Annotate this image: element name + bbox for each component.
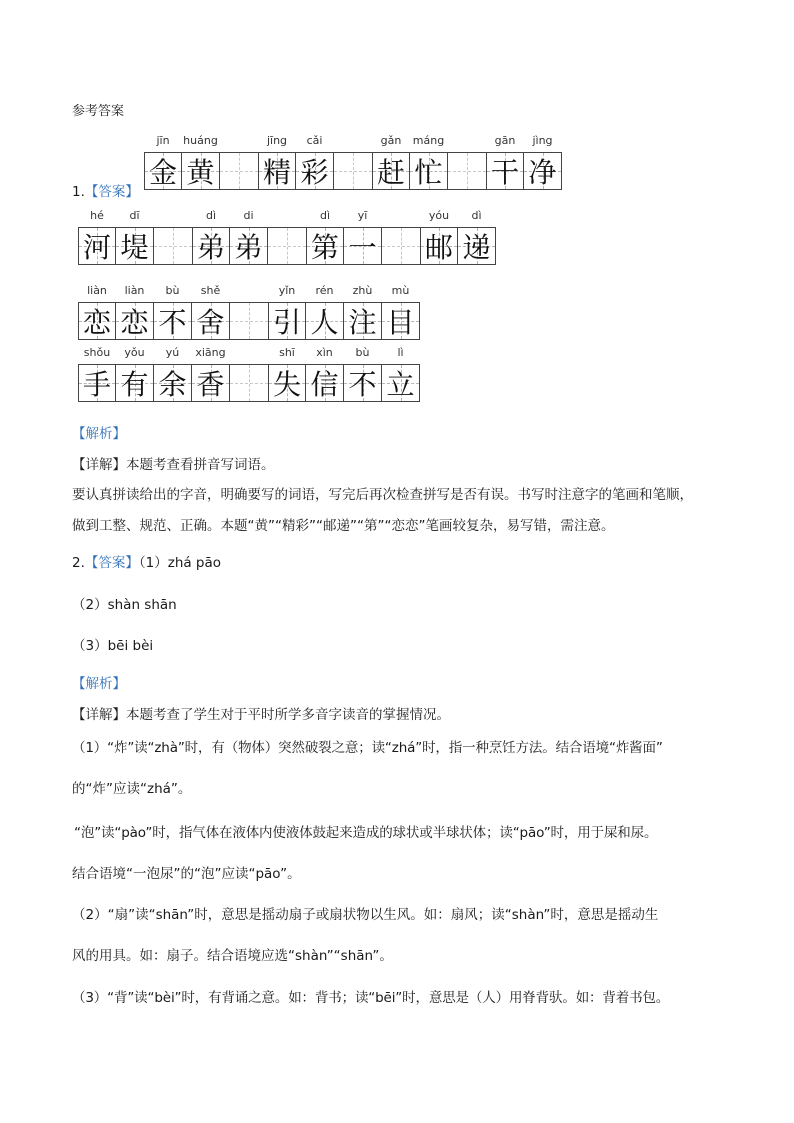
hanzi-character: 目	[386, 306, 415, 339]
pinyin-label: gǎn	[380, 134, 402, 147]
pinyin-label: bù	[165, 284, 180, 297]
hanzi-character: 人	[310, 306, 339, 339]
grid-cell	[78, 284, 116, 340]
grid-cell	[458, 209, 496, 265]
hanzi-character: 忙	[414, 156, 443, 189]
q2-answer-1: （1）zhá pāo	[138, 555, 222, 571]
hanzi-character: 干	[490, 156, 519, 189]
pinyin-label: yǒu	[124, 346, 145, 359]
grid-cell	[420, 209, 458, 265]
grid-cell	[154, 284, 192, 340]
q2-explanation-line-3: “泡”读“pào”时，指气体在液体内使液体鼓起来造成的球状或半球状体；读“pāo”时，用于屎和尿。	[74, 825, 658, 841]
hanzi-character: 黄	[186, 156, 215, 189]
grid-cell	[230, 209, 268, 265]
pinyin-label: jìng	[532, 134, 553, 147]
pinyin-label: dī	[129, 209, 140, 222]
grid-gap-cell	[220, 152, 258, 190]
grid-cell	[192, 284, 230, 340]
hanzi-character: 引	[272, 306, 301, 339]
q1-label	[72, 180, 139, 200]
hanzi-character: 精	[262, 156, 291, 189]
pinyin-label: yǐn	[278, 284, 296, 297]
pinyin-label: lì	[397, 346, 404, 359]
pinyin-grid-row-4	[78, 346, 420, 402]
q1-answer-tag: 【答案】	[84, 184, 139, 200]
word-group	[306, 209, 382, 265]
grid-cell	[268, 284, 306, 340]
pinyin-label: gān	[494, 134, 516, 147]
pinyin-grid-row-3	[78, 284, 420, 340]
q2-answer-3: （3）bēi bèi	[72, 638, 154, 654]
pinyin-label: mù	[391, 284, 410, 297]
grid-cell	[268, 346, 306, 402]
word-group	[258, 134, 334, 190]
hanzi-character: 递	[462, 231, 491, 264]
word-group	[372, 134, 448, 190]
word-group	[268, 284, 420, 340]
word-group	[486, 134, 562, 190]
pinyin-label: zhù	[352, 284, 373, 297]
grid-gap-cell	[268, 227, 306, 265]
pinyin-label: liàn	[124, 284, 145, 297]
pinyin-grid-row-2	[78, 209, 496, 265]
grid-cell	[116, 209, 154, 265]
word-group	[78, 284, 230, 340]
grid-cell	[258, 134, 296, 190]
q1-number: 1.	[72, 184, 85, 200]
q1-detail	[72, 453, 275, 473]
pinyin-label: rén	[315, 284, 334, 297]
grid-gap-cell	[230, 302, 268, 340]
pinyin-label: xìn	[316, 346, 333, 359]
q2-analysis-tag: 【解析】	[72, 676, 126, 692]
pinyin-label: dì	[205, 209, 217, 222]
pinyin-label: jīng	[266, 134, 288, 147]
word-group	[78, 346, 230, 402]
grid-cell	[344, 284, 382, 340]
word-group	[420, 209, 496, 265]
grid-cell	[154, 346, 192, 402]
grid-cell	[192, 209, 230, 265]
grid-gap-cell	[230, 364, 268, 402]
hanzi-character: 邮	[424, 231, 453, 264]
q2-explanation-line-6: 风的用具。如：扇子。结合语境应选“shàn”“shān”。	[72, 948, 393, 964]
hanzi-character: 手	[82, 368, 111, 401]
word-group	[192, 209, 268, 265]
grid-cell	[116, 346, 154, 402]
q1-analysis-tag: 【解析】	[72, 426, 126, 442]
grid-cell	[306, 209, 344, 265]
hanzi-character: 余	[158, 368, 187, 401]
q2-explanation-line-2: 的“炸”应读“zhá”。	[72, 781, 192, 797]
grid-cell	[182, 134, 220, 190]
word-group	[268, 346, 420, 402]
pinyin-label: hé	[90, 209, 104, 222]
hanzi-character: 彩	[300, 156, 329, 189]
grid-cell	[306, 284, 344, 340]
word-group	[144, 134, 220, 190]
pinyin-label: cǎi	[306, 134, 323, 147]
q1-explanation-line-1: 要认真拼读给出的字音，明确要写的词语，写完后再次检查拼写是否有误。书写时注意字的笔画和笔顺，	[72, 487, 693, 503]
grid-gap-cell	[334, 152, 372, 190]
word-group	[78, 209, 154, 265]
pinyin-grid-row-1	[144, 134, 562, 190]
hanzi-character: 一	[348, 231, 377, 264]
pinyin-label: liàn	[87, 284, 107, 297]
grid-cell	[306, 346, 344, 402]
grid-cell	[382, 284, 420, 340]
hanzi-character: 信	[310, 368, 339, 401]
hanzi-character: 第	[310, 231, 339, 264]
hanzi-character: 净	[528, 156, 557, 189]
pinyin-label: huáng	[183, 134, 218, 147]
grid-cell	[296, 134, 334, 190]
q2-answer	[72, 551, 221, 571]
grid-cell	[410, 134, 448, 190]
grid-gap-cell	[448, 152, 486, 190]
q2-number: 2.	[72, 555, 85, 571]
hanzi-character: 注	[348, 306, 377, 339]
pinyin-label: yóu	[428, 209, 450, 222]
hanzi-character: 河	[82, 231, 111, 264]
hanzi-character: 有	[120, 368, 149, 401]
q2-detail-tag: 【详解】	[72, 707, 126, 723]
hanzi-character: 恋	[120, 306, 149, 339]
hanzi-character: 堤	[120, 231, 149, 264]
pinyin-label: shě	[200, 284, 221, 297]
hanzi-character: 立	[386, 368, 415, 401]
page-title: 参考答案	[72, 104, 125, 119]
q1-detail-tag: 【详解】	[72, 457, 126, 473]
grid-cell	[486, 134, 524, 190]
pinyin-label: xiāng	[195, 346, 226, 359]
hanzi-character: 弟	[196, 231, 225, 264]
pinyin-label: máng	[412, 134, 445, 147]
hanzi-character: 恋	[82, 306, 111, 339]
pinyin-label: yú	[165, 346, 180, 359]
grid-cell	[78, 346, 116, 402]
q2-explanation-line-7: （3）“背”读“bèi”时，有背诵之意。如：背书；读“bēi”时，意思是（人）用脊背驮。如：背着书包。	[72, 990, 670, 1006]
pinyin-label: shǒu	[83, 346, 111, 359]
q2-explanation-line-4: 结合语境“一泡尿”的“泡”应读“pāo”。	[72, 866, 301, 882]
q1-detail-text: 本题考查看拼音写词语。	[126, 457, 275, 473]
grid-cell	[524, 134, 562, 190]
hanzi-character: 舍	[196, 306, 225, 339]
grid-cell	[382, 346, 420, 402]
grid-cell	[372, 134, 410, 190]
hanzi-character: 赶	[376, 156, 405, 189]
q2-detail-text: 本题考查了学生对于平时所学多音字读音的掌握情况。	[126, 707, 450, 723]
q2-answer-tag: 【答案】	[84, 555, 139, 571]
grid-cell	[192, 346, 230, 402]
grid-cell	[144, 134, 182, 190]
pinyin-label: dì	[319, 209, 331, 222]
pinyin-label: di	[243, 209, 254, 222]
hanzi-character: 弟	[234, 231, 263, 264]
q2-answer-2: （2）shàn shān	[72, 597, 177, 613]
grid-cell	[78, 209, 116, 265]
hanzi-character: 不	[348, 368, 377, 401]
pinyin-label: shī	[279, 346, 295, 359]
hanzi-character: 失	[272, 368, 301, 401]
hanzi-character: 金	[148, 156, 177, 189]
grid-cell	[344, 209, 382, 265]
q2-detail	[72, 703, 450, 723]
q2-explanation-line-1: （1）“炸”读“zhà”时，有（物体）突然破裂之意；读“zhá”时，指一种烹饪方法。结合语境“炸酱面”	[72, 740, 663, 756]
q2-explanation-line-5: （2）“扇”读“shān”时，意思是摇动扇子或扇状物以生风。如：扇风；读“shàn”时，意思是摇动生	[72, 907, 659, 923]
grid-cell	[116, 284, 154, 340]
hanzi-character: 香	[196, 368, 225, 401]
pinyin-label: bù	[355, 346, 370, 359]
grid-gap-cell	[382, 227, 420, 265]
pinyin-label: jīn	[156, 134, 170, 147]
grid-cell	[344, 346, 382, 402]
pinyin-label: yī	[357, 209, 368, 222]
hanzi-character: 不	[158, 306, 187, 339]
grid-gap-cell	[154, 227, 192, 265]
pinyin-label: dì	[471, 209, 482, 222]
q1-explanation-line-2: 做到工整、规范、正确。本题“黄”“精彩”“邮递”“第”“恋恋”笔画较复杂，易写错，需注意。	[72, 518, 615, 534]
